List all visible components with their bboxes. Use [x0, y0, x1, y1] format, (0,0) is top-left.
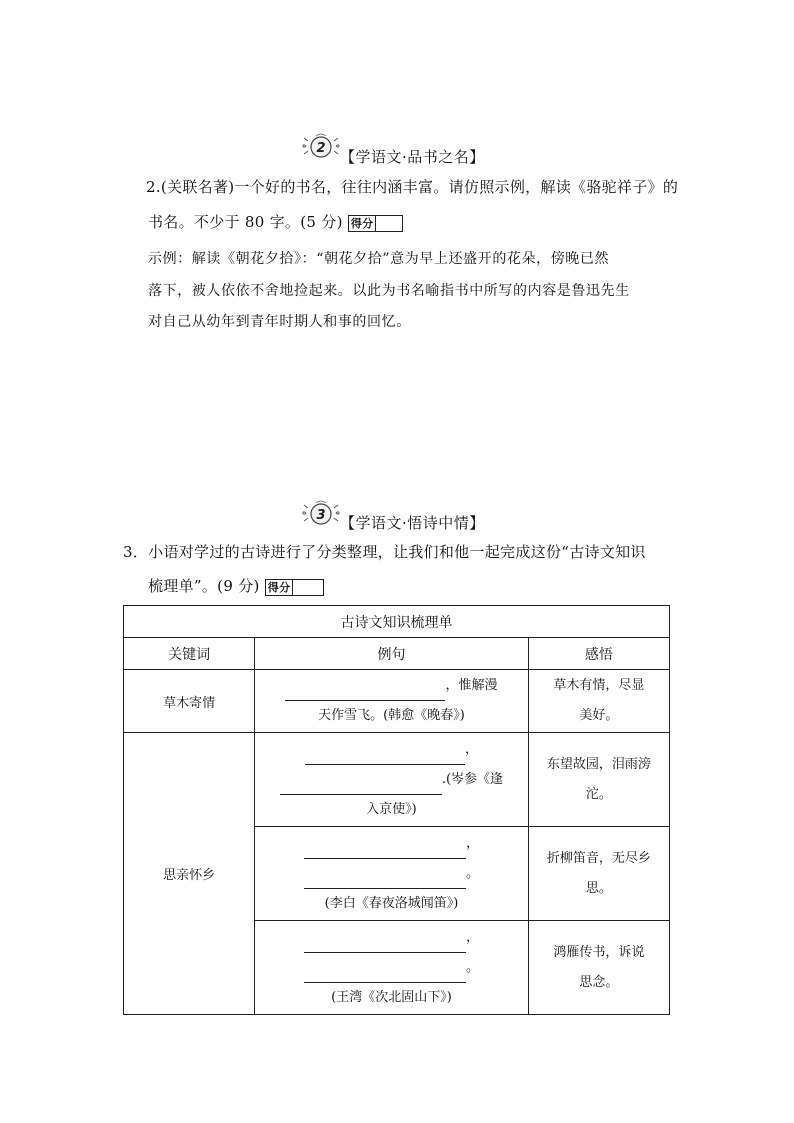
knowledge-table — [123, 605, 670, 1015]
section-title: 【学语文·品书之名】 — [340, 148, 485, 166]
insight-text: 鸿雁传书，诉说 — [553, 944, 645, 960]
insight-text: 东望故园，泪雨滂 — [546, 756, 651, 772]
insight-text-2: 思。 — [585, 880, 612, 896]
example-cell — [255, 670, 528, 733]
punctuation: ， — [465, 835, 479, 851]
question-text: 3．小语对学过的古诗进行了分类整理，让我们和他一起完成这份“古诗文知识 — [123, 543, 646, 561]
example-cell — [255, 733, 528, 827]
score-label: 得分 — [349, 216, 377, 231]
example-text: 示例：解读《朝花夕拾》：“朝花夕拾”意为早上还盛开的花朵，傍晚已然 — [148, 251, 610, 267]
svg-text:3: 3 — [316, 508, 326, 523]
insight-cell — [528, 670, 669, 733]
punctuation: 。 — [465, 959, 479, 975]
score-blank[interactable] — [293, 580, 323, 595]
svg-text:2: 2 — [316, 141, 326, 156]
example-text-line2: 落下，被人依依不舍地捡起来。以此为书名喻指书中所写的内容是鲁迅先生 — [148, 283, 630, 299]
question-text-line2: 书名。不少于 80 字。(5 分) — [148, 213, 343, 231]
table-caption: 古诗文知识梳理单 — [124, 606, 670, 638]
table-row — [124, 733, 670, 827]
question-text-continued — [148, 575, 324, 596]
answer-blank[interactable] — [304, 874, 466, 889]
answer-blank[interactable] — [304, 938, 466, 953]
numbered-badge-icon — [300, 500, 342, 526]
score-label: 得分 — [266, 580, 294, 595]
insight-cell — [528, 827, 669, 921]
answer-blank[interactable] — [305, 750, 465, 765]
punctuation: ， — [464, 741, 478, 757]
score-box — [265, 579, 325, 596]
answer-blank[interactable] — [304, 844, 466, 859]
example-text: ，惟解漫 — [445, 678, 498, 693]
header-example: 例句 — [255, 638, 528, 670]
punctuation: ， — [465, 929, 479, 945]
header-insight: 感悟 — [528, 638, 669, 670]
punctuation: 。 — [465, 865, 479, 881]
keyword-cell: 思亲怀乡 — [124, 733, 255, 1015]
answer-blank[interactable] — [304, 968, 466, 983]
header-keyword: 关键词 — [124, 638, 255, 670]
score-box — [348, 215, 404, 232]
question-text-line2: 梳理单”。(9 分) — [148, 577, 260, 595]
table-row — [124, 670, 670, 733]
keyword-cell: 草木寄情 — [124, 670, 255, 733]
insight-text: 草木有情，尽显 — [553, 678, 645, 693]
insight-text: 折柳笛音，无尽乡 — [546, 850, 651, 866]
example-source: (王湾《次北固山下》) — [331, 989, 452, 1005]
example-source: 天作雪飞。(韩愈《晚春》) — [318, 708, 465, 723]
numbered-badge-icon — [300, 133, 342, 159]
insight-cell — [528, 733, 669, 827]
example-cell — [255, 921, 528, 1015]
example-cell — [255, 827, 528, 921]
insight-text-2: 思念。 — [579, 974, 619, 990]
section-title: 【学语文·悟诗中情】 — [340, 514, 485, 532]
example-text-line3: 对自己从幼年到青年时期人和事的回忆。 — [148, 314, 411, 330]
example-text: .(岑参《逢 — [441, 771, 504, 787]
answer-blank[interactable] — [280, 780, 442, 795]
insight-text-2: 沱。 — [585, 786, 612, 802]
answer-blank[interactable] — [285, 686, 445, 701]
question-text: 2.(关联名著)一个好的书名，往往内涵丰富。请仿照示例，解读《骆驼祥子》的 — [146, 178, 679, 196]
question-text-continued — [148, 211, 403, 232]
example-source: 入京使》) — [366, 801, 417, 817]
insight-text-2: 美好。 — [579, 708, 619, 723]
score-blank[interactable] — [376, 216, 402, 231]
insight-cell — [528, 921, 669, 1015]
example-source: (李白《春夜洛城闻笛》) — [324, 895, 459, 911]
